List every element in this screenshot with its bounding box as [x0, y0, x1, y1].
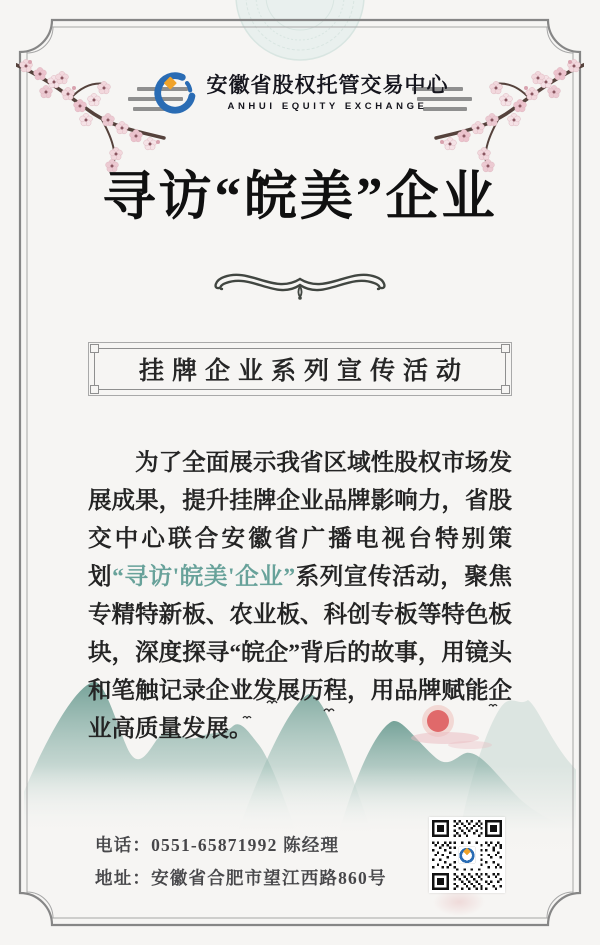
flourish-divider-icon [200, 262, 400, 308]
banner-corner-ornament [90, 344, 99, 353]
banner-corner-ornament [501, 344, 510, 353]
banner-title: 挂牌企业系列宣传活动 [138, 358, 469, 385]
banner-inner-frame [94, 348, 506, 390]
phone-line [95, 832, 339, 857]
paragraph-part2: 系列宣传活动，聚焦专精特新板、农业板、科创专板等特色板块，深度探寻“皖企”背后的故事，用镜头和笔触记录企业发展历程，用品牌赋能企业高质量发展。 [88, 563, 513, 742]
paragraph-highlight: “寻访'皖美'企业” [112, 563, 296, 590]
paragraph-part1: 为了全面展示我省区域性股权市场发展成果，提升挂牌企业品牌影响力，省股交中心联合安徽省广播电视台特别策划 [88, 449, 512, 590]
exchange-logo-icon [152, 70, 198, 116]
address-line [95, 865, 387, 890]
body-paragraph [88, 444, 512, 748]
address-label: 地址： [95, 868, 152, 888]
phone-value: 0551-65871992 陈经理 [151, 835, 340, 855]
qr-code [429, 817, 505, 893]
banner-corner-ornament [90, 385, 99, 394]
address-value: 安徽省合肥市望江西路860号 [151, 868, 387, 888]
banner-corner-ornament [501, 385, 510, 394]
poster-title: 寻访“皖美”企业 [102, 168, 498, 226]
exchange-logo [0, 70, 600, 116]
logo-name-en: ANHUI EQUITY EXCHANGE [227, 100, 428, 112]
banner-frame [88, 342, 512, 396]
phone-label: 电话： [95, 835, 152, 855]
mandala-ornament [234, 0, 366, 70]
logo-name-cn: 安徽省股权托管交易中心 [206, 74, 449, 98]
